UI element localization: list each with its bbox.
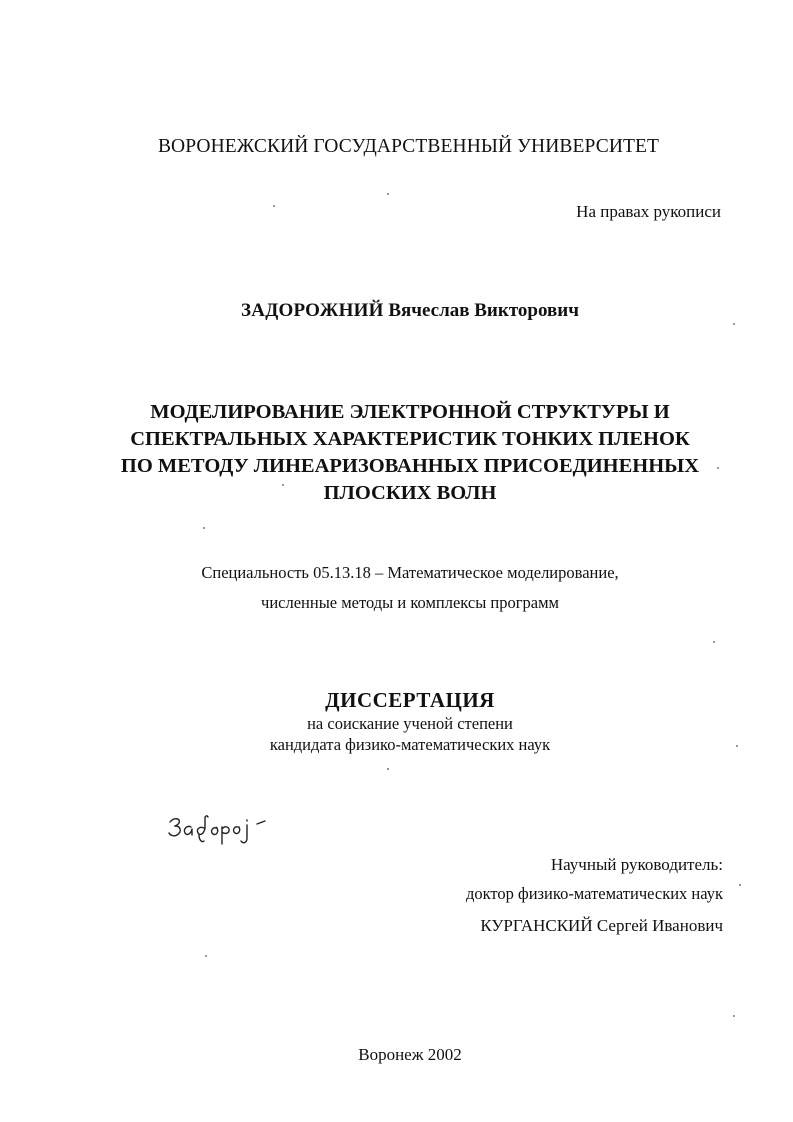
specialty-line-2: численные методы и комплексы программ — [261, 593, 559, 612]
supervisor-degree: доктор физико-математических наук — [465, 884, 723, 903]
dissertation-title — [0, 399, 793, 507]
title-line: МОДЕЛИРОВАНИЕ ЭЛЕКТРОННОЙ СТРУКТУРЫ И — [150, 401, 670, 423]
title-line: ПО МЕТОДУ ЛИНЕАРИЗОВАННЫХ ПРИСОЕДИНЕННЫХ — [120, 455, 700, 477]
title-line: СПЕКТРАЛЬНЫХ ХАРАКТЕРИСТИК ТОНКИХ ПЛЕНОК — [130, 428, 690, 450]
degree-line-2: кандидата физико-математических наук — [269, 735, 551, 754]
specialty-line-1: Специальность 05.13.18 – Математическое моделирование, — [201, 563, 619, 582]
author-name — [0, 301, 793, 320]
supervisor-label: Научный руководитель: — [550, 855, 723, 874]
scan-speck — [273, 205, 275, 207]
handwritten-signature — [166, 808, 276, 853]
dissertation-heading: ДИССЕРТАЦИЯ — [325, 688, 495, 712]
scan-speck — [282, 484, 284, 486]
scan-speck — [387, 193, 389, 195]
scan-speck — [203, 527, 205, 529]
scan-speck — [733, 323, 735, 325]
scan-speck — [733, 1015, 735, 1017]
author-given-names: Вячеслав Викторович — [388, 300, 579, 321]
title-line: ПЛОСКИХ ВОЛН — [323, 482, 497, 504]
degree-line-1: на соискание ученой степени — [307, 714, 513, 733]
scan-speck — [713, 641, 715, 643]
city-year: Воронеж 2002 — [358, 1045, 462, 1064]
scan-speck — [739, 884, 741, 886]
university-name: ВОРОНЕЖСКИЙ ГОСУДАРСТВЕННЫЙ УНИВЕРСИТЕТ — [157, 136, 660, 157]
manuscript-rights-note: На правах рукописи — [576, 202, 721, 221]
author-surname: ЗАДОРОЖНИЙ — [241, 300, 384, 321]
scan-speck — [205, 955, 207, 957]
scan-speck — [717, 467, 719, 469]
handwriting-scribble — [166, 808, 276, 848]
scan-speck — [387, 768, 389, 770]
supervisor-name: КУРГАНСКИЙ Сергей Иванович — [480, 916, 723, 935]
scan-speck — [736, 745, 738, 747]
